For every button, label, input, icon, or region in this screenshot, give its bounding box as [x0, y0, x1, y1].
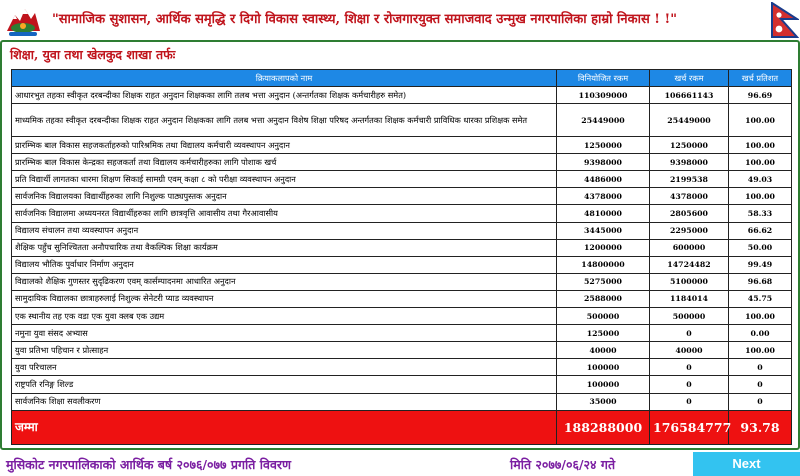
column-header-allocated: विनियोजित रकम	[557, 70, 650, 87]
spent-percent: 100.00	[729, 154, 792, 171]
activity-name: युवा प्रतिभा पहिचान र प्रोत्साहन	[12, 342, 557, 359]
allocated-amount: 35000	[557, 393, 650, 410]
allocated-amount: 110309000	[557, 87, 650, 104]
spent-amount: 0	[650, 376, 729, 393]
column-header-spent: खर्च रकम	[650, 70, 729, 87]
spent-amount: 4378000	[650, 188, 729, 205]
spent-amount: 9398000	[650, 154, 729, 171]
spent-percent: 66.62	[729, 222, 792, 239]
spent-amount: 25449000	[650, 104, 729, 137]
table-row	[12, 205, 792, 222]
spent-amount: 5100000	[650, 273, 729, 290]
table-row	[12, 359, 792, 376]
page-footer	[0, 450, 800, 476]
spent-amount: 0	[650, 325, 729, 342]
column-header-activity: क्रियाकलापको नाम	[12, 70, 557, 87]
spent-percent: 58.33	[729, 205, 792, 222]
allocated-amount: 4378000	[557, 188, 650, 205]
spent-amount: 2295000	[650, 222, 729, 239]
spent-percent: 100.00	[729, 342, 792, 359]
spent-percent: 96.68	[729, 273, 792, 290]
total-percent: 93.78	[729, 410, 792, 444]
table-row	[12, 376, 792, 393]
allocated-amount: 2588000	[557, 290, 650, 307]
table-header-row	[12, 70, 792, 87]
spent-percent: 100.00	[729, 104, 792, 137]
activity-name: सामुदायिक विद्यालका छात्राहरुलाई निशुल्क सेनेटरी प्याड व्यवस्थापन	[12, 290, 557, 307]
spent-percent: 0	[729, 376, 792, 393]
total-label: जम्मा	[12, 410, 557, 444]
spent-amount: 2199538	[650, 171, 729, 188]
nepal-emblem-icon	[3, 1, 43, 39]
page-header	[0, 0, 800, 40]
activity-name: प्रति विद्यार्थी लागतका धारमा शिक्षण सिकाई सामग्री एवम् कक्षा ८ को परीक्षा व्यवस्थापन अनुदान	[12, 171, 557, 188]
table-row	[12, 154, 792, 171]
spent-amount: 500000	[650, 308, 729, 325]
total-spent: 176584777	[650, 410, 729, 444]
allocated-amount: 125000	[557, 325, 650, 342]
spent-amount: 0	[650, 393, 729, 410]
spent-amount: 106661143	[650, 87, 729, 104]
activity-name: शैक्षिक पहुँच सुनिश्चितता अनौपचारिक तथा वैकल्पिक शिक्षा कार्यक्रम	[12, 239, 557, 256]
activity-name: सार्वजनिक विद्यालमा अध्ययनरत विद्यार्थीहरुका लागि छात्रवृत्ति आवासीय तथा गैरआवासीय	[12, 205, 557, 222]
spent-amount: 600000	[650, 239, 729, 256]
activity-name: युवा परिचालन	[12, 359, 557, 376]
allocated-amount: 4486000	[557, 171, 650, 188]
spent-amount: 2805600	[650, 205, 729, 222]
spent-percent: 100.00	[729, 188, 792, 205]
activity-name: विद्यालय संचालन तथा व्यवस्थापन अनुदान	[12, 222, 557, 239]
allocated-amount: 1200000	[557, 239, 650, 256]
table-row	[12, 239, 792, 256]
activity-name: माध्यमिक तहका स्वीकृत दरबन्दीका शिक्षक राहत अनुदान शिक्षकका लागि तलब भत्ता अनुदान विशेष शिक्षा परिषद अन्तर्गतका शिक्षक कर्मचारी प्राविधिक धारका प्रशिक्षक समेत	[12, 104, 557, 137]
spent-amount: 1250000	[650, 137, 729, 154]
spent-percent: 0.00	[729, 325, 792, 342]
table-row	[12, 393, 792, 410]
table-row	[12, 308, 792, 325]
total-allocated: 188288000	[557, 410, 650, 444]
table-row	[12, 188, 792, 205]
spent-amount: 1184014	[650, 290, 729, 307]
section-title: शिक्षा, युवा तथा खेलकुद शाखा तर्फः	[10, 47, 176, 62]
spent-amount: 14724482	[650, 256, 729, 273]
allocated-amount: 1250000	[557, 137, 650, 154]
allocated-amount: 40000	[557, 342, 650, 359]
allocated-amount: 500000	[557, 308, 650, 325]
content-panel	[0, 40, 800, 450]
allocated-amount: 100000	[557, 359, 650, 376]
allocated-amount: 25449000	[557, 104, 650, 137]
activity-name: सार्वजनिक शिक्षा सवलीकरण	[12, 393, 557, 410]
table-row	[12, 137, 792, 154]
slogan-text: "सामाजिक सुशासन, आर्थिक समृद्धि र दिगो विकास स्वास्थ्य, शिक्षा र रोजगारयुक्त समाजवाद उन्मुख नगरपालिका हाम्रो निकास ! !"	[52, 12, 677, 27]
activity-name: नमुना युवा संसद अभ्यास	[12, 325, 557, 342]
table-row	[12, 290, 792, 307]
activity-name: विद्यालय भौतिक पुर्वाधार निर्माण अनुदान	[12, 256, 557, 273]
report-title: मुसिकोट नगरपालिकाको आर्थिक बर्ष २०७६/०७७ प्रगति विवरण	[6, 457, 292, 472]
table-row	[12, 104, 792, 137]
activity-name: एक स्थानीय तह एक वडा एक युवा क्लब एक उद्यम	[12, 308, 557, 325]
table-row	[12, 222, 792, 239]
activity-name: सार्वजनिक विद्यालयका विद्यार्थीहरुका लागि निशुल्क पाठ्यपुस्तक अनुदान	[12, 188, 557, 205]
column-header-percent: खर्च प्रतिशत	[729, 70, 792, 87]
activity-name: प्रारम्भिक बाल विकास केन्द्रका सहजकर्ता तथा विद्यालय कर्मचारीहरुका लागि पोशाक खर्च	[12, 154, 557, 171]
table-row	[12, 273, 792, 290]
table-row	[12, 342, 792, 359]
allocated-amount: 4810000	[557, 205, 650, 222]
allocated-amount: 9398000	[557, 154, 650, 171]
activity-name: विद्यालको शैक्षिक गुणस्तर सुदृढिकरण एवम् कार्सम्पादनमा आधारित अनुदान	[12, 273, 557, 290]
table-row	[12, 171, 792, 188]
next-button[interactable]: Next	[693, 452, 800, 476]
table-row	[12, 325, 792, 342]
spent-percent: 100.00	[729, 308, 792, 325]
spent-percent: 100.00	[729, 137, 792, 154]
nepal-flag-icon	[771, 2, 799, 38]
activity-name: आधारभुत तहका स्वीकृत दरबन्दीका शिक्षक राहत अनुदान शिक्षकका लागि तलब भत्ता अनुदान (अन्तर्गतका शिक्षक कर्मचारीहरु समेत)	[12, 87, 557, 104]
allocated-amount: 5275000	[557, 273, 650, 290]
table-row	[12, 87, 792, 104]
spent-percent: 99.49	[729, 256, 792, 273]
table-row	[12, 256, 792, 273]
spent-amount: 40000	[650, 342, 729, 359]
spent-percent: 45.75	[729, 290, 792, 307]
spent-percent: 0	[729, 393, 792, 410]
allocated-amount: 3445000	[557, 222, 650, 239]
spent-percent: 0	[729, 359, 792, 376]
spent-percent: 96.69	[729, 87, 792, 104]
spent-amount: 0	[650, 359, 729, 376]
allocated-amount: 14800000	[557, 256, 650, 273]
spent-percent: 50.00	[729, 239, 792, 256]
budget-table	[11, 69, 792, 445]
report-date: मिति २०७७/०६/२४ गते	[510, 457, 616, 472]
spent-percent: 49.03	[729, 171, 792, 188]
total-row	[12, 410, 792, 444]
activity-name: राष्ट्रपति रनिङ्ग शिल्ड	[12, 376, 557, 393]
activity-name: प्रारम्भिक बाल विकास सहजकर्ताहरुको पारिश्रमिक तथा विद्यालय कर्मचारी व्यवस्थापन अनुदान	[12, 137, 557, 154]
allocated-amount: 100000	[557, 376, 650, 393]
